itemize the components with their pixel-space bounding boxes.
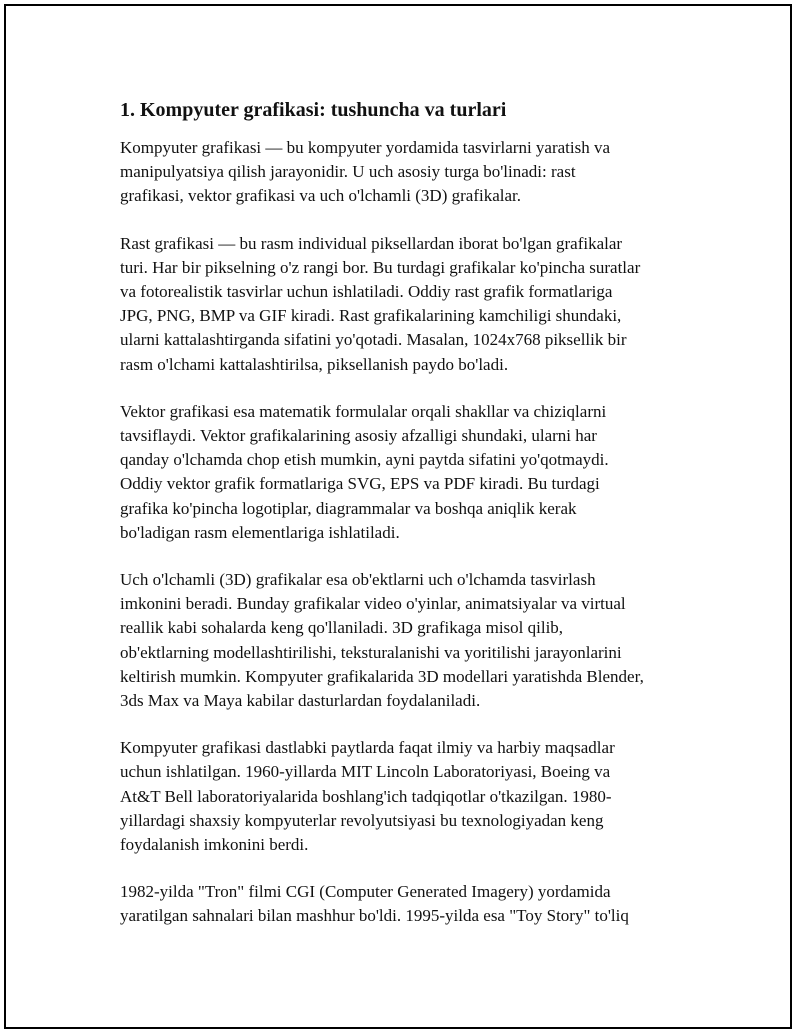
paragraph-line: Kompyuter grafikasi — bu kompyuter yordamida tasvirlarni yaratish va (120, 138, 611, 157)
paragraph-list (120, 136, 700, 929)
paragraph-line: ularni kattalashtirganda sifatini yo'qotadi. Masalan, 1024x768 piksellik bir (120, 330, 627, 350)
paragraph-line: qanday o'lchamda chop etish mumkin, ayni paytda sifatini yo'qotmaydi. (120, 450, 609, 470)
document-page (4, 4, 792, 1029)
paragraph-line: yillardagi shaxsiy kompyuterlar revolyutsiyasi bu texnologiyadan keng (120, 810, 604, 830)
paragraph-line: ob'ektlarning modellashtirilishi, teksturalanishi va yoritilishi jarayonlarini (120, 642, 622, 662)
paragraph-line: 1982-yilda "Tron" filmi CGI (Computer Generated Imagery) yordamida (120, 882, 611, 902)
paragraph-line: bo'ladigan rasm elementlariga ishlatiladi. (120, 522, 400, 542)
paragraph-line: At&T Bell laboratoriyalarida boshlang'ich tadqiqotlar o'tkazilgan. 1980- (120, 786, 612, 806)
paragraph-line: rasm o'lchami kattalashtirilsa, piksellanish paydo bo'ladi. (120, 354, 509, 374)
paragraph-line: grafikasi, vektor grafikasi va uch o'lchamli (3D) grafikalar. (120, 186, 521, 206)
paragraph-line: uchun ishlatilgan. 1960-yillarda MIT Lincoln Laboratoriyasi, Boeing va (120, 762, 611, 782)
paragraph-line: JPG, PNG, BMP va GIF kiradi. Rast grafikalarining kamchiligi shundaki, (120, 306, 622, 326)
paragraph-line: grafika ko'pincha logotiplar, diagrammalar va boshqa aniqlik kerak (120, 498, 577, 518)
paragraph-line: Rast grafikasi — bu rasm individual piksellardan iborat bo'lgan grafikalar (120, 233, 623, 253)
paragraph-line: Kompyuter grafikasi dastlabki paytlarda faqat ilmiy va harbiy maqsadlar (120, 738, 615, 758)
paragraph-line: foydalanish imkonini berdi. (120, 835, 309, 855)
paragraph (120, 736, 700, 857)
section-title: 1. Kompyuter grafikasi: tushuncha va turlari (120, 99, 507, 121)
paragraph (120, 232, 700, 377)
document-content (120, 98, 700, 952)
paragraph-line: keltirish mumkin. Kompyuter grafikalarida 3D modellari yaratishda Blender, (120, 666, 644, 686)
paragraph (120, 880, 700, 928)
paragraph-line: imkonini beradi. Bunday grafikalar video o'yinlar, animatsiyalar va virtual (120, 594, 626, 614)
paragraph-line: Uch o'lchamli (3D) grafikalar esa ob'ektlarni uch o'lchamda tasvirlash (120, 570, 596, 590)
paragraph (120, 136, 700, 209)
paragraph-line: manipulyatsiya qilish jarayonidir. U uch asosiy turga bo'linadi: rast (120, 162, 576, 182)
paragraph-line: reallik kabi sohalarda keng qo'llaniladi. 3D grafikaga misol qilib, (120, 618, 564, 638)
paragraph-line: yaratilgan sahnalari bilan mashhur bo'ldi. 1995-yilda esa "Toy Story" to'liq (120, 906, 629, 926)
paragraph-line: Oddiy vektor grafik formatlariga SVG, EPS va PDF kiradi. Bu turdagi (120, 474, 600, 494)
paragraph-line: tavsiflaydi. Vektor grafikalarining asosiy afzalligi shundaki, ularni har (120, 426, 597, 446)
paragraph-line: turi. Har bir pikselning o'z rangi bor. Bu turdagi grafikalar ko'pincha suratlar (120, 257, 641, 277)
paragraph (120, 400, 700, 545)
paragraph-line: Vektor grafikasi esa matematik formulalar orqali shakllar va chiziqlarni (120, 401, 607, 421)
paragraph (120, 568, 700, 713)
paragraph-line: 3ds Max va Maya kabilar dasturlardan foydalaniladi. (120, 691, 481, 711)
paragraph-line: va fotorealistik tasvirlar uchun ishlatiladi. Oddiy rast grafik formatlariga (120, 282, 613, 302)
